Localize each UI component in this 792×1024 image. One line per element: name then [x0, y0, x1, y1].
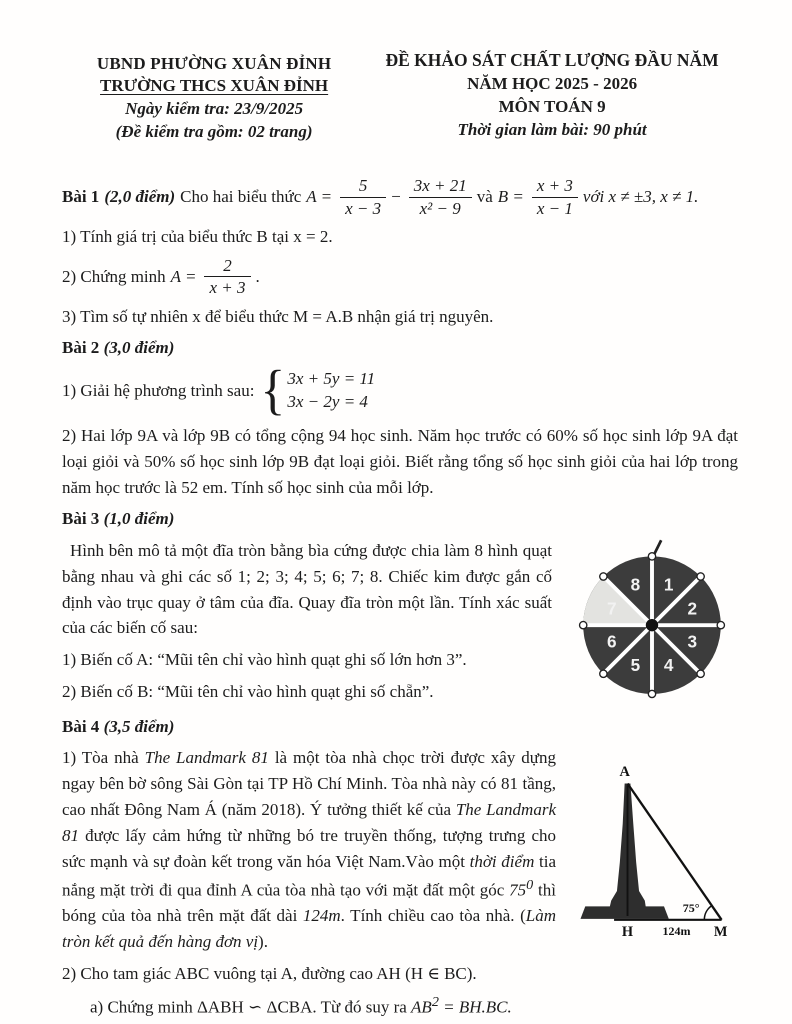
- problem-3-heading: [62, 506, 738, 532]
- fraction-A-simplified: [204, 256, 250, 298]
- spinner-wheel-graphic: [566, 538, 738, 710]
- fraction-A-simplified-numerator: 2: [204, 256, 250, 278]
- q1-italic-phrase: thời điểm: [469, 851, 535, 871]
- q1-text-1: 1) Tòa nhà: [62, 748, 145, 768]
- q1-landmark-name-2: The Landmark 81: [62, 800, 556, 845]
- sector-number-7: 7: [606, 598, 617, 619]
- q2a-square-superscript: 2: [431, 994, 439, 1011]
- expr-A2-lhs: A =: [170, 266, 197, 286]
- q1-text-3: được lấy cảm hứng từ những bó tre truyền thống, tượng trưng cho sức mạnh và sự đoàn kết trong văn hóa Việt Nam.Vào một: [62, 825, 556, 871]
- header-title-block: [366, 50, 738, 142]
- problem-3-points: (1,0 điểm): [103, 509, 175, 529]
- q1-text-2: là một tòa nhà chọc trời được xây dựng ngay bên bờ sông Sài Gòn tại TP Hồ Chí Minh. Tòa nhà này có 81 tầng, cao nhất Đông Nam Á (năm 2018). Ý tưởng thiết kế của: [62, 748, 556, 820]
- problem-1-statement: [62, 176, 738, 218]
- problem-4-q2a: [62, 992, 738, 1020]
- header-org-name: UBND PHƯỜNG XUÂN ĐỈNH: [96, 54, 332, 73]
- equation-system: [287, 369, 375, 412]
- vertex-A-label: A: [619, 764, 630, 781]
- q1-shadow-length: 124m: [302, 905, 341, 925]
- expr-A-lhs: A =: [306, 187, 333, 207]
- problem-1-q2-text: 2) Chứng minh: [62, 266, 166, 286]
- problem-3-label: Bài 3: [62, 509, 100, 529]
- problem-3-q1: 1) Biến cố A: “Mũi tên chỉ vào hình quạt ghi số lớn hơn 3”.: [62, 650, 467, 670]
- fraction-B-numerator: x + 3: [532, 176, 578, 198]
- problem-3-description: Hình bên mô tả một đĩa tròn bằng bìa cứng được chia làm 8 hình quạt bằng nhau và ghi các số 1; 2; 3; 4; 5; 6; 7; 8. Chiếc kim được gắn cố định vào trục quay ở tâm của đĩa. Quay đĩa tròn một lần. Tính xác suất của các biến cố sau:: [62, 540, 552, 638]
- vertex-M-label: M: [713, 924, 728, 941]
- equation-1: 3x + 5y = 11: [287, 369, 376, 389]
- problem-4-label: Bài 4: [62, 716, 100, 736]
- sector-number-3: 3: [687, 631, 698, 652]
- problem-1-label: Bài 1: [62, 187, 100, 207]
- expr-B-lhs: B =: [497, 187, 524, 207]
- spinner-wheel-figure: [566, 538, 738, 710]
- q1-text-6: . Tính chiều cao tòa nhà. (: [340, 905, 526, 925]
- q1-angle-value: 75: [509, 880, 527, 900]
- q1-text-4: tia nắng mặt trời đi qua đỉnh A của tòa nhà tạo với mặt đất một góc: [62, 851, 556, 900]
- and-word: và: [476, 187, 493, 207]
- tower-triangle-graphic: [568, 747, 736, 944]
- fraction-A2-numerator: 3x + 21: [409, 176, 472, 198]
- problem-2-label: Bài 2: [62, 338, 100, 358]
- exam-title: ĐỀ KHẢO SÁT CHẤT LƯỢNG ĐẦU NĂM: [385, 50, 719, 70]
- problem-4: [62, 710, 738, 1020]
- fraction-A2: [409, 176, 472, 218]
- fraction-A-simplified-denominator: x + 3: [209, 278, 246, 298]
- q1-rounding-note: Làm tròn kết quả đến hàng đơn vị: [62, 905, 556, 951]
- problem-1-q3: 3) Tìm số tự nhiên x để biểu thức M = A.B nhận giá trị nguyên.: [62, 306, 494, 326]
- header-school-name: TRƯỜNG THCS XUÂN ĐỈNH: [100, 76, 329, 95]
- problem-4-heading: [62, 714, 738, 740]
- sector-number-8: 8: [630, 574, 641, 595]
- problem-3: [62, 506, 738, 704]
- problem-1-points: (2,0 điểm): [104, 187, 176, 207]
- base-length-label: 124m: [662, 924, 691, 939]
- sector-number-6: 6: [606, 631, 617, 652]
- angle-value-label: 75°: [682, 901, 700, 916]
- problem-2: [62, 335, 738, 500]
- domain-condition: với x ≠ ±3, x ≠ 1.: [582, 187, 699, 207]
- problem-3-q2: 2) Biến cố B: “Mũi tên chỉ vào hình quạt ghi số chẵn”.: [62, 681, 434, 701]
- spinner-needle-icon: [654, 540, 661, 554]
- landmark-tower-figure: [568, 747, 736, 944]
- exam-header: [62, 50, 738, 142]
- fraction-A1: [340, 176, 386, 218]
- vertex-H-label: H: [621, 924, 634, 941]
- header-exam-date: Ngày kiểm tra: 23/9/2025: [125, 99, 304, 118]
- exam-subject: MÔN TOÁN 9: [498, 97, 606, 116]
- q1-text-7: ).: [258, 931, 268, 951]
- problem-1: [62, 176, 738, 329]
- header-page-count: (Đề kiểm tra gồm: 02 trang): [115, 122, 313, 141]
- q2a-text: a) Chứng minh ΔABH ∽ ΔCBA. Từ đó suy ra: [90, 997, 412, 1017]
- sector-number-1: 1: [663, 574, 674, 595]
- header-school-block: [62, 50, 366, 142]
- problem-2-q2: 2) Hai lớp 9A và lớp 9B có tổng cộng 94 học sinh. Năm học trước có 60% số học sinh lớp 9A đạt loại giỏi và 50% số học sinh lớp 9B đạt loại giỏi. Biết rằng tổng số học sinh giỏi của hai lớp trong năm học trước là 52 em. Tính số học sinh của mỗi lớp.: [62, 425, 738, 497]
- problem-1-intro: Cho hai biểu thức: [180, 187, 302, 207]
- problem-4-points: (3,5 điểm): [103, 716, 175, 736]
- equation-2: 3x − 2y = 4: [287, 392, 368, 412]
- q1-text-5: thì bóng của tòa nhà trên mặt đất dài: [62, 880, 556, 925]
- q2a-AB-term: AB: [411, 997, 432, 1017]
- fraction-B-denominator: x − 1: [536, 198, 573, 218]
- fraction-B: [532, 176, 578, 218]
- q1-angle-superscript: 0: [526, 876, 534, 893]
- problem-1-q1: 1) Tính giá trị của biểu thức B tại x = 2.: [62, 227, 333, 247]
- fraction-A1-denominator: x − 3: [345, 198, 382, 218]
- fraction-A2-denominator: x² − 9: [419, 198, 461, 218]
- problem-1-q2: [62, 256, 738, 298]
- sector-number-2: 2: [687, 598, 698, 619]
- period: .: [255, 266, 260, 286]
- exam-duration: Thời gian làm bài: 90 phút: [457, 120, 647, 139]
- sector-number-5: 5: [630, 654, 641, 675]
- system-brace: {: [260, 360, 286, 421]
- q2a-equation-rhs: = BH.BC.: [438, 997, 512, 1017]
- problem-2-heading: [62, 335, 738, 361]
- fraction-A1-numerator: 5: [340, 176, 386, 198]
- problem-2-q1: [62, 360, 738, 421]
- minus-sign: −: [391, 187, 401, 207]
- sector-number-4: 4: [663, 654, 674, 675]
- exam-school-year: NĂM HỌC 2025 - 2026: [467, 74, 638, 93]
- q1-landmark-name-1: The Landmark 81: [144, 748, 269, 768]
- problem-4-q2: 2) Cho tam giác ABC vuông tại A, đường cao AH (H ∈ BC).: [62, 963, 477, 983]
- problem-2-points: (3,0 điểm): [103, 338, 175, 358]
- angle-arc: [704, 906, 711, 920]
- wheel-axle: [646, 619, 658, 631]
- problem-2-q1-text: 1) Giải hệ phương trình sau:: [62, 380, 255, 400]
